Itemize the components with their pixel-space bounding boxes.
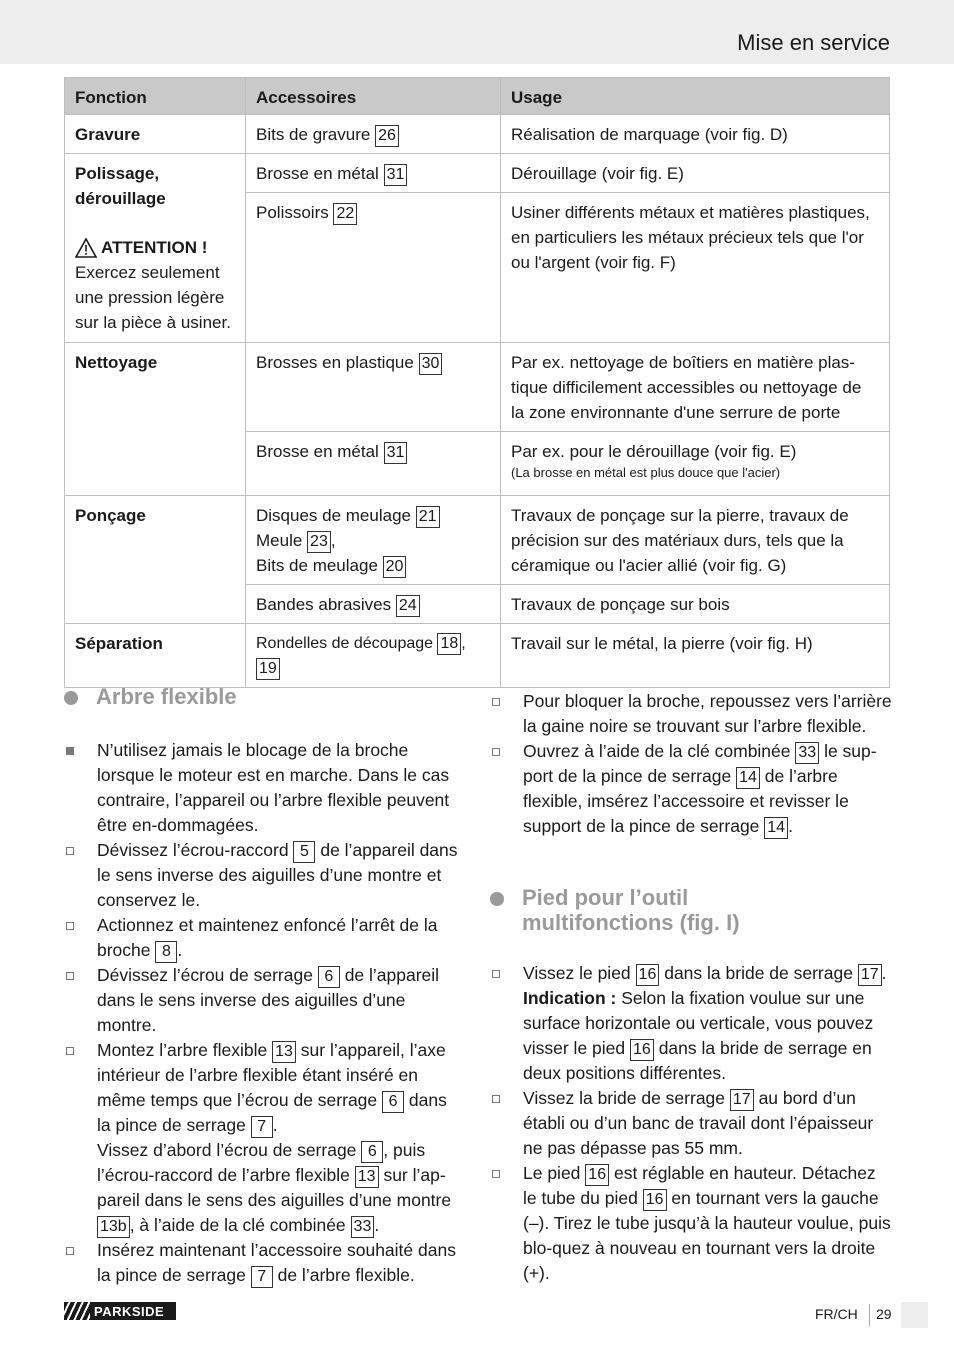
section-title: Arbre flexible	[96, 684, 237, 709]
list-item	[64, 738, 464, 838]
accessory-cell	[246, 343, 501, 432]
usage-cell: Travaux de ponçage sur bois	[501, 585, 890, 624]
part-ref: 16	[630, 1039, 654, 1061]
instruction-list	[490, 961, 892, 1286]
list-item-text: Montez l’arbre flexible 13 sur l’appareil, l’axe intérieur de l’arbre flexible étant inséré en même temps que l’écrou de serrage 6 dans la pince de serrage 7 . Vissez d’abord l’écrou de serrage 6 , puis l’écrou-raccord de l’arbre flexible 13 sur l’ap-pareil dans le sens des aiguilles d’une montre 13b , à l’aide de la clé combinée 33 .	[97, 1038, 464, 1238]
part-ref: 23	[307, 531, 331, 553]
part-ref: 33	[351, 1216, 375, 1238]
part-ref: 30	[419, 353, 443, 375]
warning-icon	[75, 238, 97, 258]
part-ref: 18	[437, 633, 461, 655]
accessory-label: Brosses en plastique	[256, 353, 414, 372]
list-item	[64, 963, 464, 1038]
page-number: 29	[876, 1306, 892, 1322]
part-ref: 16	[636, 964, 660, 986]
open-square-bullet-icon	[492, 748, 500, 756]
instruction-list	[64, 738, 464, 1288]
part-ref: 13b	[97, 1216, 130, 1238]
usage-cell: Usiner différents métaux et matières plastiques, en particuliers les métaux précieux tels que l'or ou l'argent (voir fig. F)	[501, 193, 890, 343]
open-square-bullet-icon	[66, 1047, 74, 1055]
function-table	[64, 77, 890, 688]
part-ref: 20	[383, 556, 407, 578]
part-ref: 19	[256, 658, 280, 680]
list-item-text: Actionnez et maintenez enfoncé l’arrêt de la broche 8 .	[97, 913, 464, 963]
table-header-row	[65, 78, 890, 115]
accessory-cell	[246, 115, 501, 154]
part-ref: 6	[318, 966, 340, 988]
attention-note: Exercez seulement une pression légère sur la pièce à usiner.	[75, 263, 231, 332]
list-item-text: Dévissez l’écrou-raccord 5 de l’appareil dans le sens inverse des aiguilles d’une montre et conservez le.	[97, 840, 458, 910]
filled-square-bullet-icon	[66, 747, 74, 755]
open-square-bullet-icon	[66, 847, 74, 855]
accessory-cell: Disques de meulage 21 Meule 23 , Bits de meulage 20	[246, 496, 501, 585]
function-cell: Ponçage	[65, 496, 246, 624]
list-item	[490, 1086, 892, 1161]
part-ref: 8	[155, 941, 177, 963]
section-heading-pied	[490, 885, 892, 935]
function-cell: Gravure	[65, 115, 246, 154]
section-bullet-icon	[64, 691, 78, 705]
accessory-label: Bits de gravure	[256, 125, 371, 144]
list-item-text: Dévissez l’écrou de serrage 6 de l’appareil dans le sens inverse des aiguilles d’une montre.	[97, 965, 440, 1035]
left-column	[64, 684, 464, 1288]
accessory-label: Polissoirs	[256, 203, 329, 222]
attention-label	[75, 235, 235, 260]
accessory-cell	[246, 154, 501, 193]
part-ref: 24	[396, 595, 420, 617]
part-ref: 26	[375, 125, 399, 147]
open-square-bullet-icon	[492, 970, 500, 978]
brand-name: PARKSIDE	[94, 1303, 165, 1319]
open-square-bullet-icon	[492, 698, 500, 706]
accessory-label: Bits de meulage	[256, 556, 378, 575]
list-item	[490, 739, 892, 839]
usage-cell: Travaux de ponçage sur la pierre, travaux de précision sur des matériaux durs, tels que la céramique ou l'acier allié (voir fig. G)	[501, 496, 890, 585]
instruction-list	[490, 689, 892, 839]
accessory-cell	[246, 585, 501, 624]
section-heading-arbre	[64, 684, 464, 709]
usage-cell: Réalisation de marquage (voir fig. D)	[501, 115, 890, 154]
column-header: Usage	[501, 78, 890, 115]
function-cell: Nettoyage	[65, 343, 246, 496]
accessory-cell	[246, 432, 501, 496]
open-square-bullet-icon	[66, 922, 74, 930]
list-item	[64, 838, 464, 913]
part-ref: 16	[643, 1189, 667, 1211]
part-ref: 6	[382, 1091, 404, 1113]
usage-text: Par ex. pour le dérouillage (voir fig. E)	[511, 442, 797, 461]
open-square-bullet-icon	[66, 1247, 74, 1255]
list-item	[490, 689, 892, 739]
list-item	[64, 913, 464, 963]
list-item-text: Le pied 16 est réglable en hauteur. Détachez le tube du pied 16 en tournant vers la gauche (–). Tirez le tube jusqu’à la hauteur voulue, puis blo-quez à nouveau en tournant vers la droite (+).	[523, 1163, 891, 1283]
usage-cell: Dérouillage (voir fig. E)	[501, 154, 890, 193]
table-row	[65, 624, 890, 688]
usage-note: (La brosse en métal est plus douce que l'acier)	[511, 465, 781, 480]
part-ref: 14	[764, 817, 788, 839]
accessory-cell	[246, 193, 501, 343]
section-bullet-icon	[490, 892, 504, 906]
column-header: Fonction	[65, 78, 246, 115]
list-item-text: N’utilisez jamais le blocage de la broche lorsque le moteur est en marche. Dans le cas contraire, l’appareil ou l’arbre flexible peuvent être en-dommagées.	[97, 740, 450, 835]
list-item	[490, 961, 892, 1086]
usage-cell: Par ex. nettoyage de boîtiers en matière plas-tique difficilement accessibles ou nettoyage de la zone environnante d'une serrure de porte	[501, 343, 890, 432]
list-item-text: Vissez le pied 16 dans la bride de serrage 17 . Indication : Selon la fixation voulue sur une surface horizontale ou verticale, vous pouvez visser le pied 16 dans la bride de serrage en deux positions différentes.	[523, 963, 887, 1083]
brand-logo	[64, 1302, 176, 1320]
page-tab	[901, 1302, 928, 1328]
open-square-bullet-icon	[66, 972, 74, 980]
table-row	[65, 496, 890, 585]
list-item-text: Insérez maintenant l’accessoire souhaité dans la pince de serrage 7 de l’arbre flexible.	[97, 1238, 464, 1288]
part-ref: 21	[416, 506, 440, 528]
list-item-text: Ouvrez à l’aide de la clé combinée 33 le sup-port de la pince de serrage 14 de l’arbre flexible, imsérez l’accessoire et revisser le support de la pince de serrage 14 .	[523, 739, 892, 839]
list-item	[64, 1038, 464, 1238]
part-ref: 16	[585, 1164, 609, 1186]
part-ref: 7	[251, 1266, 273, 1288]
part-ref: 6	[361, 1141, 383, 1163]
language-code: FR/CH	[815, 1306, 858, 1322]
indication-label: Indication :	[523, 988, 617, 1008]
table-row	[65, 154, 890, 193]
list-item	[64, 1238, 464, 1288]
part-ref: 13	[272, 1041, 296, 1063]
part-ref: 31	[384, 442, 408, 464]
column-header: Accessoires	[246, 78, 501, 115]
list-item-text: Pour bloquer la broche, repoussez vers l’arrière la gaine noire se trouvant sur l’arbre flexible.	[523, 691, 892, 736]
function-label: Polissage, dérouillage	[75, 164, 166, 208]
list-item-text: Vissez la bride de serrage 17 au bord d’un établi ou d’un banc de travail dont l’épaisseur ne pas dépasse pas 55 mm.	[523, 1088, 874, 1158]
accessory-label: Brosse en métal	[256, 442, 379, 461]
table-row	[65, 343, 890, 432]
usage-cell: Travail sur le métal, la pierre (voir fig. H)	[501, 624, 890, 688]
accessory-label: Disques de meulage	[256, 506, 411, 525]
function-cell: Séparation	[65, 624, 246, 688]
right-column	[490, 689, 892, 1286]
footer-divider	[869, 1304, 870, 1326]
open-square-bullet-icon	[492, 1095, 500, 1103]
part-ref: 7	[251, 1116, 273, 1138]
accessory-cell: Rondelles de découpage 18 , 19	[246, 624, 501, 688]
page-title: Mise en service	[737, 30, 890, 55]
accessory-label: Brosse en métal	[256, 164, 379, 183]
part-ref: 17	[730, 1089, 754, 1111]
accessory-label: Bandes abrasives	[256, 595, 392, 614]
part-ref: 22	[333, 203, 357, 225]
function-cell	[65, 154, 246, 343]
list-item	[490, 1161, 892, 1286]
attention-text: ATTENTION !	[101, 238, 208, 257]
accessory-label: Rondelles de découpage	[256, 635, 434, 652]
section-title: Pied pour l’outil multifonctions (fig. I)	[522, 885, 740, 935]
part-ref: 5	[293, 841, 315, 863]
part-ref: 13	[355, 1166, 379, 1188]
part-ref: 17	[858, 964, 882, 986]
table-row	[65, 115, 890, 154]
part-ref: 31	[384, 164, 408, 186]
part-ref: 33	[795, 742, 819, 764]
open-square-bullet-icon	[492, 1170, 500, 1178]
part-ref: 14	[736, 767, 760, 789]
usage-cell	[501, 432, 890, 496]
logo-stripes-icon	[64, 1302, 90, 1320]
accessory-label: Meule	[256, 531, 303, 550]
